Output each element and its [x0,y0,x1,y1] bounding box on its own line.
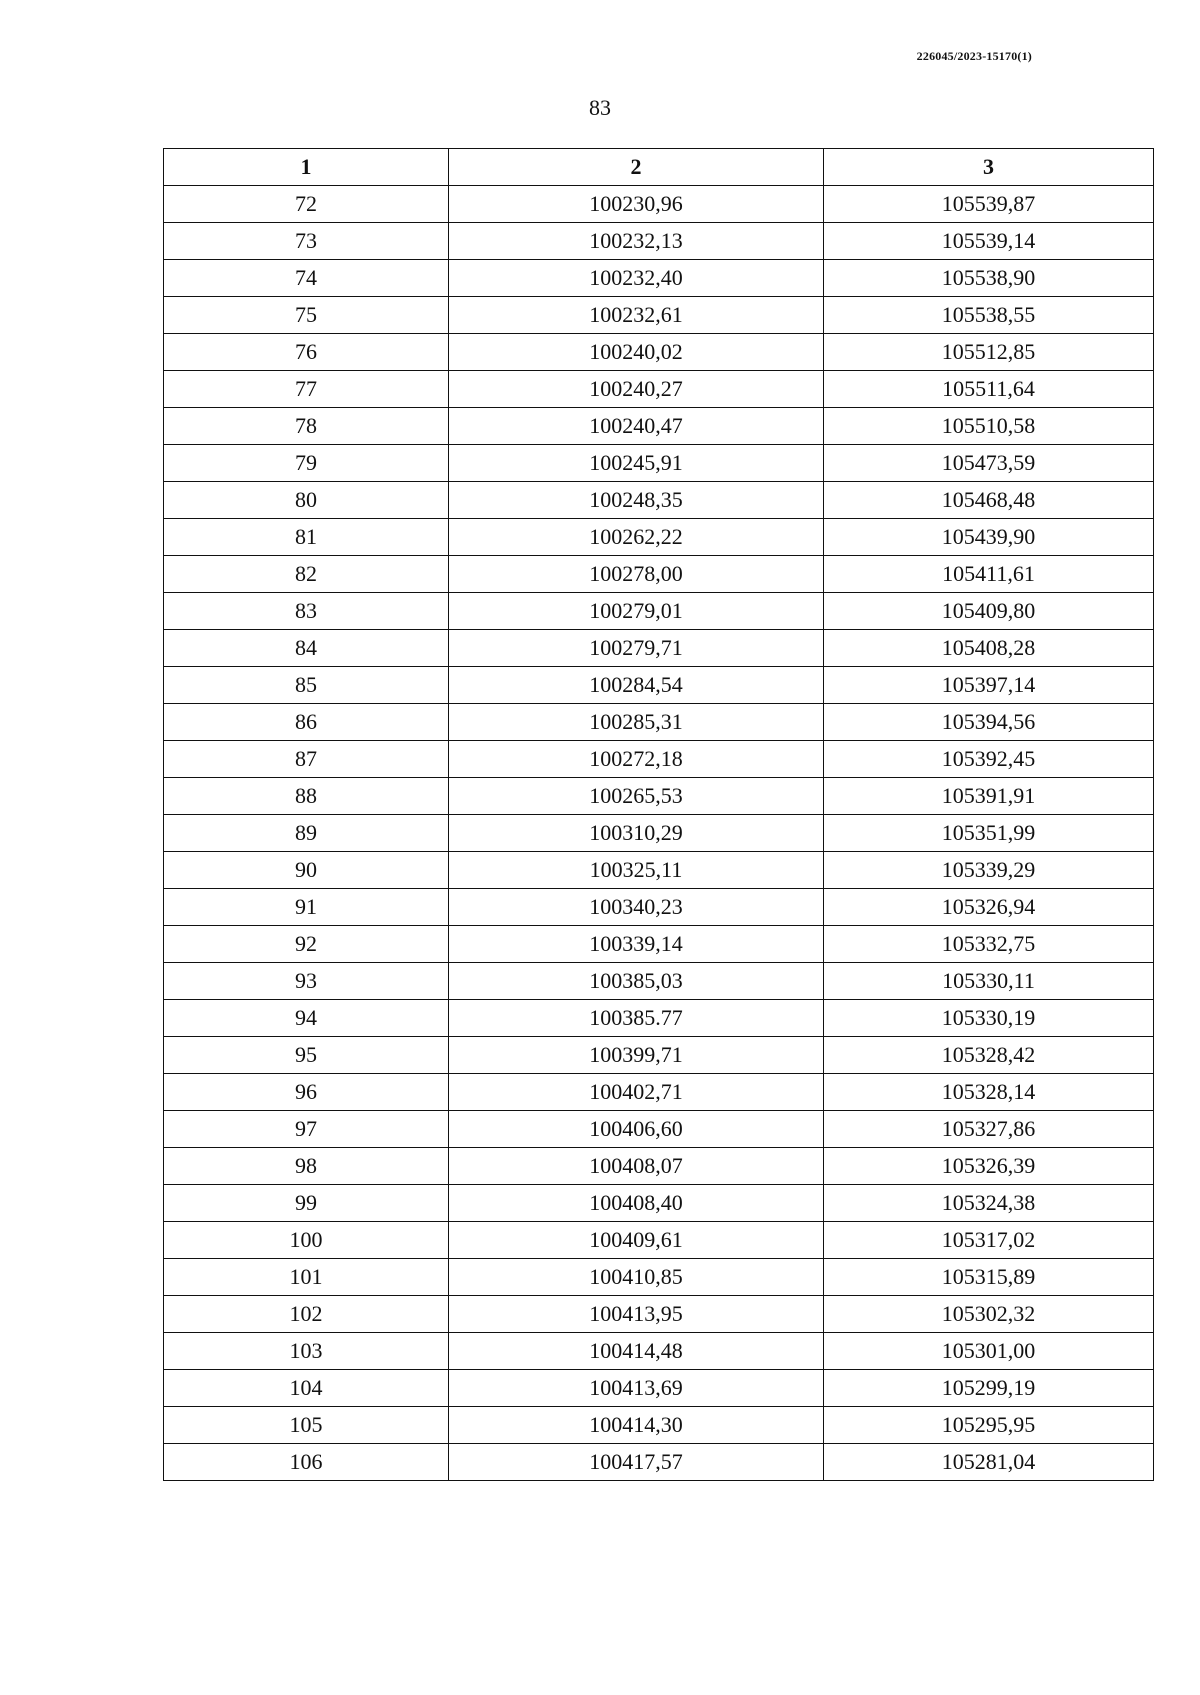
table-cell: 100 [164,1222,449,1259]
table-row [164,1185,1154,1222]
table-row [164,815,1154,852]
table-row [164,778,1154,815]
table-cell: 100310,29 [449,815,824,852]
table-row [164,482,1154,519]
table-cell: 105330,11 [824,963,1154,1000]
table-cell: 100240,02 [449,334,824,371]
table-row [164,704,1154,741]
table-cell: 105295,95 [824,1407,1154,1444]
table-cell: 105473,59 [824,445,1154,482]
table-cell: 105328,42 [824,1037,1154,1074]
table-cell: 100417,57 [449,1444,824,1481]
table-cell: 100408,07 [449,1148,824,1185]
table-row [164,186,1154,223]
table-row [164,593,1154,630]
table-cell: 100385,03 [449,963,824,1000]
table-row [164,260,1154,297]
table-cell: 105538,55 [824,297,1154,334]
table-cell: 105281,04 [824,1444,1154,1481]
table-row [164,926,1154,963]
table-body [164,186,1154,1481]
table-row [164,1259,1154,1296]
table-row [164,1370,1154,1407]
table-cell: 100265,53 [449,778,824,815]
table-header-row [164,149,1154,186]
table-cell: 105 [164,1407,449,1444]
table-cell: 100340,23 [449,889,824,926]
table-cell: 83 [164,593,449,630]
table-cell: 82 [164,556,449,593]
table-row [164,371,1154,408]
table-cell: 100399,71 [449,1037,824,1074]
page-number: 83 [589,95,611,120]
table-cell: 97 [164,1111,449,1148]
table-row [164,445,1154,482]
table-cell: 100285,31 [449,704,824,741]
table-row [164,963,1154,1000]
table-cell: 96 [164,1074,449,1111]
table-cell: 105394,56 [824,704,1154,741]
table-cell: 100279,71 [449,630,824,667]
table-cell: 94 [164,1000,449,1037]
table-row [164,556,1154,593]
table-row [164,1074,1154,1111]
table-cell: 90 [164,852,449,889]
table-cell: 79 [164,445,449,482]
table-cell: 105328,14 [824,1074,1154,1111]
table-cell: 100248,35 [449,482,824,519]
table-cell: 91 [164,889,449,926]
table-cell: 87 [164,741,449,778]
table-cell: 100272,18 [449,741,824,778]
table-cell: 73 [164,223,449,260]
table-cell: 105392,45 [824,741,1154,778]
table-cell: 103 [164,1333,449,1370]
table-cell: 80 [164,482,449,519]
table-cell: 100262,22 [449,519,824,556]
table-cell: 100413,69 [449,1370,824,1407]
table-cell: 92 [164,926,449,963]
coordinates-table [163,148,1154,1481]
table-row [164,852,1154,889]
table-cell: 105411,61 [824,556,1154,593]
table-cell: 101 [164,1259,449,1296]
table-cell: 105538,90 [824,260,1154,297]
table-cell: 105397,14 [824,667,1154,704]
document-id: 226045/2023-15170(1) [916,49,1032,63]
table-cell: 100232,40 [449,260,824,297]
table-cell: 89 [164,815,449,852]
table-cell: 105324,38 [824,1185,1154,1222]
table-cell: 99 [164,1185,449,1222]
table-cell: 100402,71 [449,1074,824,1111]
table-cell: 100284,54 [449,667,824,704]
table-row [164,889,1154,926]
table-cell: 105391,91 [824,778,1154,815]
table-row [164,1148,1154,1185]
table-cell: 106 [164,1444,449,1481]
table-row [164,408,1154,445]
table-cell: 105327,86 [824,1111,1154,1148]
table-cell: 100413,95 [449,1296,824,1333]
table-cell: 86 [164,704,449,741]
table-cell: 100339,14 [449,926,824,963]
table-cell: 105539,87 [824,186,1154,223]
table-cell: 100410,85 [449,1259,824,1296]
table-row [164,741,1154,778]
table-cell: 72 [164,186,449,223]
table-row [164,630,1154,667]
table-cell: 100325,11 [449,852,824,889]
table-cell: 85 [164,667,449,704]
column-header: 1 [164,149,449,186]
table-cell: 105301,00 [824,1333,1154,1370]
table-cell: 105332,75 [824,926,1154,963]
table-cell: 93 [164,963,449,1000]
table-cell: 75 [164,297,449,334]
table-row [164,1037,1154,1074]
table-row [164,1000,1154,1037]
table-cell: 102 [164,1296,449,1333]
table-row [164,1444,1154,1481]
table-cell: 81 [164,519,449,556]
table-cell: 100385.77 [449,1000,824,1037]
table-cell: 76 [164,334,449,371]
table-cell: 105439,90 [824,519,1154,556]
table-cell: 100409,61 [449,1222,824,1259]
table-cell: 77 [164,371,449,408]
table-cell: 100245,91 [449,445,824,482]
table-row [164,334,1154,371]
column-header: 2 [449,149,824,186]
table-row [164,1407,1154,1444]
table-cell: 104 [164,1370,449,1407]
table-cell: 105351,99 [824,815,1154,852]
table-cell: 100232,61 [449,297,824,334]
table-cell: 105409,80 [824,593,1154,630]
table-cell: 100278,00 [449,556,824,593]
table-cell: 105330,19 [824,1000,1154,1037]
table-cell: 105315,89 [824,1259,1154,1296]
table-cell: 84 [164,630,449,667]
table-cell: 105299,19 [824,1370,1154,1407]
table-cell: 100414,30 [449,1407,824,1444]
column-header: 3 [824,149,1154,186]
table-cell: 100279,01 [449,593,824,630]
table-cell: 105468,48 [824,482,1154,519]
table-cell: 105339,29 [824,852,1154,889]
table-cell: 105302,32 [824,1296,1154,1333]
table-cell: 74 [164,260,449,297]
table-cell: 100406,60 [449,1111,824,1148]
table-cell: 100408,40 [449,1185,824,1222]
table-row [164,1222,1154,1259]
table-cell: 100414,48 [449,1333,824,1370]
table-cell: 105512,85 [824,334,1154,371]
table-row [164,1333,1154,1370]
table-row [164,1111,1154,1148]
table-cell: 105408,28 [824,630,1154,667]
table-cell: 105326,39 [824,1148,1154,1185]
table-row [164,667,1154,704]
table-cell: 95 [164,1037,449,1074]
table-row [164,519,1154,556]
table-cell: 105511,64 [824,371,1154,408]
table-cell: 105510,58 [824,408,1154,445]
table-row [164,223,1154,260]
table-cell: 105317,02 [824,1222,1154,1259]
table-cell: 105539,14 [824,223,1154,260]
table-cell: 100232,13 [449,223,824,260]
table-cell: 98 [164,1148,449,1185]
table-cell: 100240,27 [449,371,824,408]
table-row [164,297,1154,334]
table-cell: 100230,96 [449,186,824,223]
table-cell: 105326,94 [824,889,1154,926]
table-row [164,1296,1154,1333]
table-cell: 78 [164,408,449,445]
table-cell: 100240,47 [449,408,824,445]
table-cell: 88 [164,778,449,815]
